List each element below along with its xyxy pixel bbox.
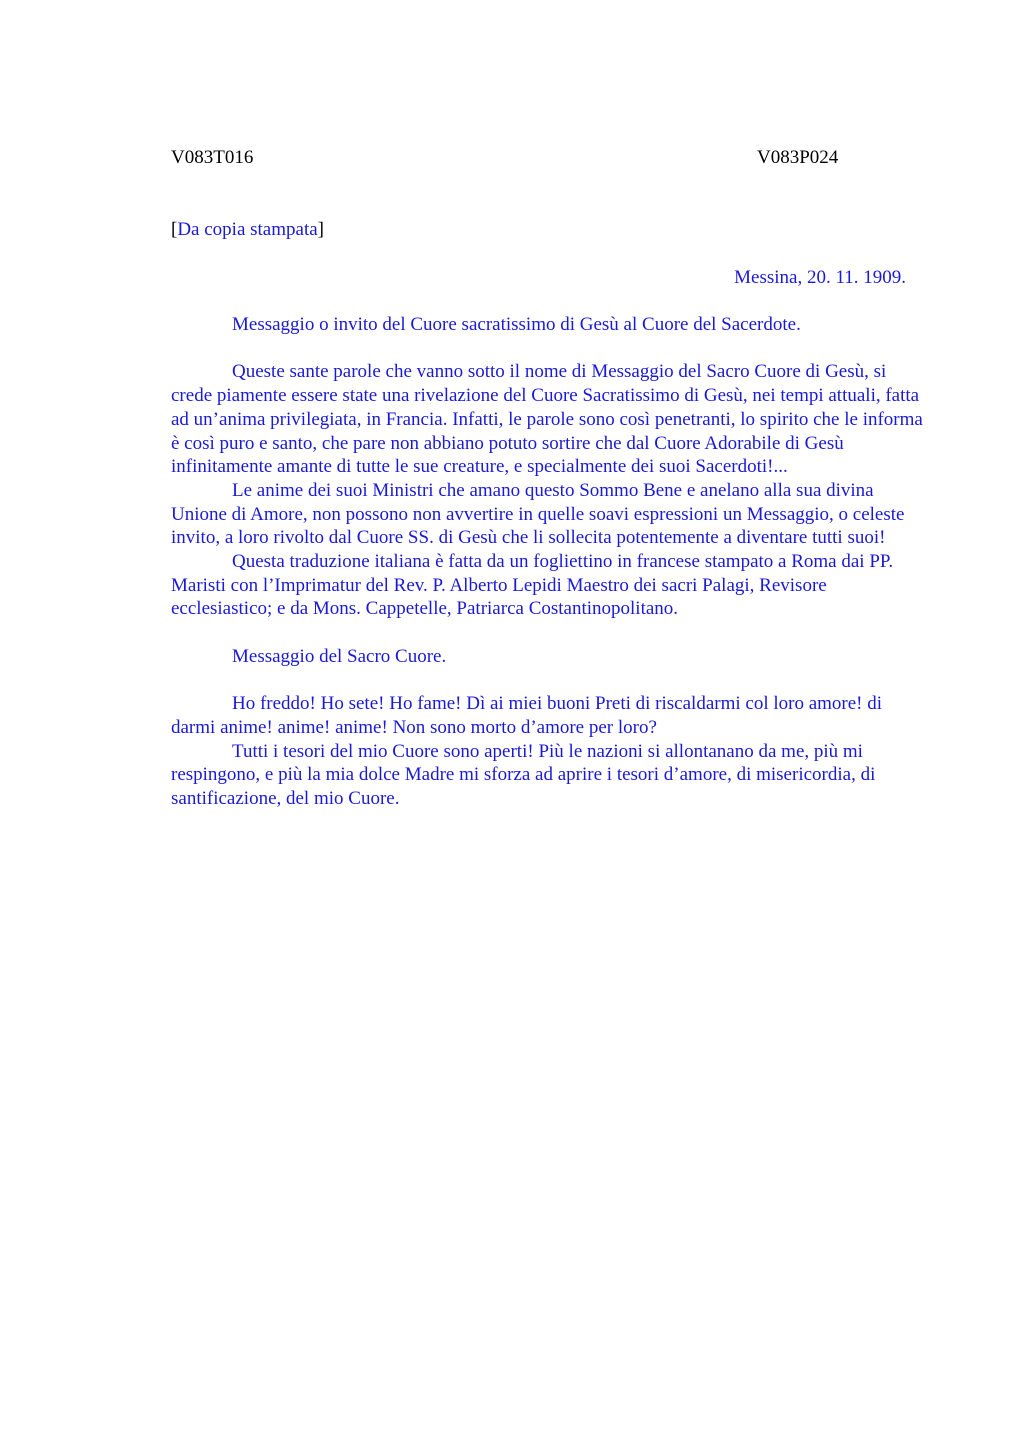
document-code-left: V083T016 [171,147,254,168]
paragraph-ministers: Le anime dei suoi Ministri che amano questo Sommo Bene e anelano alla sua divina Unione di Amore, non possono non avvertire in quelle soavi espressioni un Messaggio, o celeste invito, a loro rivolto dal Cuore SS. di Gesù che li sollecita potentemente a diventare tutti suoi! [171,479,905,549]
paragraph-translation: Questa traduzione italiana è fatta da un fogliettino in francese stampato a Roma dai PP. Maristi con l’Imprimatur del Rev. P. Alberto Lepidi Maestro dei sacri Palagi, Revisore ecclesiastico; e da Mons. Cappetelle, Patriarca Costantinopolitano. [171,551,894,620]
date-line: Messina, 20. 11. 1909. [734,267,906,288]
message-title: Messaggio o invito del Cuore sacratissimo di Gesù al Cuore del Sacerdote. [232,314,801,335]
paragraph-intro: Queste sante parole che vanno sotto il nome di Messaggio del Sacro Cuore di Gesù, si crede piamente essere state una rivelazione del Cuore Sacratissimo di Gesù, nei tempi attuali, fatta ad un’anima privilegiata, in Francia. Infatti, le parole sono così penetranti, lo spirito che le informa è così puro e santo, che pare non abbiano potuto sortire che dal Cuore Adorabile di Gesù infinitamente amante di tutte le sue creature, e specialmente dei suoi Sacerdoti!... [171,361,923,478]
source-open-bracket: [ [171,219,178,240]
source-note [171,218,324,242]
document-code-right: V083P024 [757,147,839,168]
source-close-bracket: ] [317,219,324,240]
paragraph-message-2: Tutti i tesori del mio Cuore sono aperti! Più le nazioni si allontanano da me, più mi respingono, e più la mia dolce Madre mi sforza ad aprire i tesori d’amore, di misericordia, di santificazione, del mio Cuore. [171,740,876,810]
paragraph-message-1: Ho freddo! Ho sete! Ho fame! Dì ai miei buoni Preti di riscaldarmi col loro amore! di darmi anime! anime! anime! Non sono morto d’amore per loro? [171,693,883,738]
source-text: Da copia stampata [177,219,318,240]
letter-body [171,313,927,811]
message-subtitle: Messaggio del Sacro Cuore. [232,645,447,667]
